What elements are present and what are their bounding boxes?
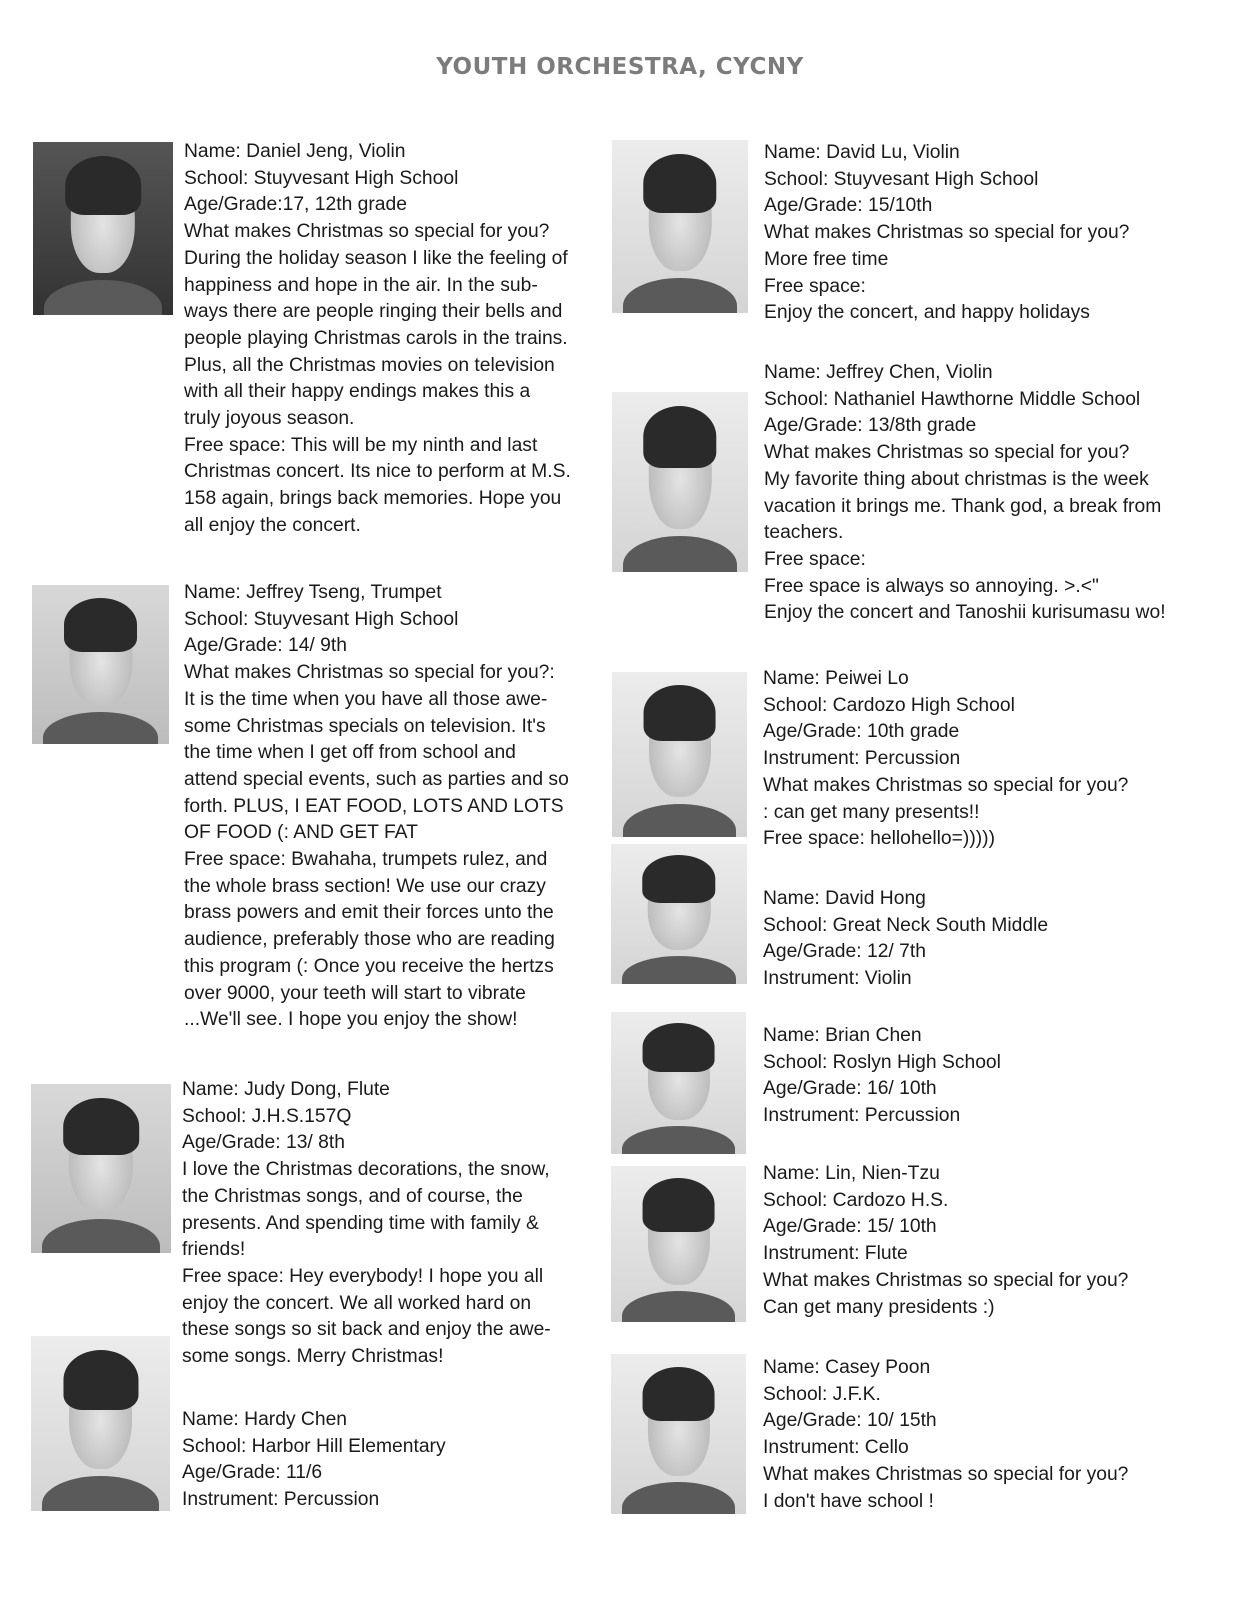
entry-line: What makes Christmas so special for you? [763,774,1129,796]
entry-line: presents. And spending time with family & [182,1212,539,1234]
entry-line: Instrument: Percussion [763,1105,961,1127]
photo-brian-chen [611,1012,746,1154]
entry-line: Free space: This will be my ninth and last [184,434,538,456]
entry-casey-poon [763,1355,1128,1515]
entry-line: My favorite thing about christmas is the week [764,468,1149,490]
entry-line: friends! [182,1239,246,1261]
entry-line: Plus, all the Christmas movies on television [184,354,555,376]
entry-line: Age/Grade: 13/8th grade [764,415,977,437]
entry-line: Free space: hellohello=))))) [763,828,996,850]
entry-line: Age/Grade: 16/ 10th [763,1078,937,1100]
entry-line: enjoy the concert. We all worked hard on [182,1292,532,1314]
entry-line: School: J.H.S.157Q [182,1105,352,1127]
entry-line: What makes Christmas so special for you? [763,1463,1129,1485]
entry-line: Name: David Lu, Violin [764,142,960,163]
entry-line: I don't have school ! [763,1490,934,1512]
entry-line: Age/Grade: 15/ 10th [763,1216,937,1238]
entry-line: School: Cardozo H.S. [763,1189,949,1211]
photo-lin-nien-tzu [611,1166,746,1322]
entry-line: Age/Grade: 14/ 9th [184,635,347,657]
entry-line: Name: Casey Poon [763,1357,931,1378]
page-title: YOUTH ORCHESTRA, CYCNY [436,54,804,80]
entry-line: Name: Brian Chen [763,1025,922,1046]
photo-daniel-jeng [33,142,173,315]
entry-line: School: Cardozo High School [763,694,1015,716]
entry-line: truly joyous season. [184,408,355,430]
photo-hardy-chen [31,1336,170,1511]
entry-line: School: Great Neck South Middle [763,914,1049,936]
entry-brian-chen [763,1023,1001,1130]
photo-jeffrey-tseng [32,585,169,744]
entry-line: Enjoy the concert, and happy holidays [764,302,1090,324]
entry-line: 158 again, brings back memories. Hope you [184,488,562,510]
entry-peiwei-lo [763,666,1128,853]
entry-line: Free space: Hey everybody! I hope you all [182,1265,544,1287]
entry-line: Free space: [764,275,866,297]
entry-line: Instrument: Cello [763,1437,909,1459]
entry-line: Can get many presidents :) [763,1296,995,1318]
entry-line: It is the time when you have all those awe- [184,688,548,710]
entry-line: Instrument: Flute [763,1243,908,1265]
entry-line: Christmas concert. Its nice to perform at M.S. [184,461,571,483]
entry-judy-dong [182,1077,551,1371]
photo-judy-dong [31,1084,171,1253]
entry-line: Age/Grade:17, 12th grade [184,194,407,216]
entry-line: Age/Grade: 11/6 [182,1462,323,1484]
entry-line: audience, preferably those who are reading [184,929,555,951]
photo-david-hong [611,844,747,984]
entry-line: Age/Grade: 10th grade [763,721,960,743]
entry-line: ...We'll see. I hope you enjoy the show! [184,1009,518,1031]
entry-line: During the holiday season I like the feeling of [184,247,568,269]
entry-line: these songs so sit back and enjoy the awe- [182,1319,551,1341]
entry-line: Age/Grade: 15/10th [764,195,933,217]
entry-line: vacation it brings me. Thank god, a break from [764,495,1162,517]
entry-line: brass powers and emit their forces unto the [184,902,554,924]
entry-line: Name: Hardy Chen [182,1409,348,1430]
entry-line: School: Stuyvesant High School [184,167,459,189]
entry-line: attend special events, such as parties and so [184,768,569,790]
entry-line: with all their happy endings makes this a [184,381,531,403]
entry-line: all enjoy the concert. [184,514,361,536]
entry-line: this program (: Once you receive the hertzs [184,955,554,977]
entry-daniel-jeng [184,139,571,540]
entry-line: School: Harbor Hill Elementary [182,1435,446,1457]
entry-line: More free time [764,248,889,270]
photo-peiwei-lo [612,672,747,837]
photo-casey-poon [611,1354,746,1514]
entry-line: School: Nathaniel Hawthorne Middle School [764,388,1141,410]
entry-line: School: Stuyvesant High School [764,168,1039,190]
entry-line: Instrument: Violin [763,968,912,990]
entry-line: OF FOOD (: AND GET FAT [184,822,418,844]
entry-line: What makes Christmas so special for you? [764,442,1130,464]
entry-david-lu [764,140,1129,327]
entry-line: Name: Daniel Jeng, Violin [184,141,406,162]
entry-lin-nien-tzu [763,1161,1128,1321]
entry-line: : can get many presents!! [763,801,980,823]
entry-line: Name: Jeffrey Chen, Violin [764,362,993,383]
entry-line: What makes Christmas so special for you? [763,1269,1129,1291]
entry-line: What makes Christmas so special for you?: [184,662,555,684]
entry-line: Age/Grade: 10/ 15th [763,1410,937,1432]
entry-line: the whole brass section! We use our crazy [184,875,546,897]
entry-line: teachers. [764,522,844,544]
entry-jeffrey-tseng [184,580,569,1034]
entry-line: Free space is always so annoying. >.<" [764,575,1099,597]
entry-line: people playing Christmas carols in the trains. [184,327,568,349]
entry-line: I love the Christmas decorations, the snow, [182,1159,550,1181]
entry-line: Age/Grade: 12/ 7th [763,941,926,963]
entry-line: School: Stuyvesant High School [184,608,459,630]
entry-line: Name: Lin, Nien-Tzu [763,1163,940,1184]
entry-jeffrey-chen [764,360,1166,627]
entry-line: Age/Grade: 13/ 8th [182,1132,345,1154]
entry-line: What makes Christmas so special for you? [764,222,1130,244]
entry-line: Free space: [764,548,866,570]
entry-line: What makes Christmas so special for you? [184,221,550,243]
entry-line: Name: Peiwei Lo [763,668,909,689]
entry-line: School: Roslyn High School [763,1051,1001,1073]
entry-line: Free space: Bwahaha, trumpets rulez, and [184,849,548,871]
entry-line: some Christmas specials on television. It's [184,715,546,737]
entry-line: Name: Judy Dong, Flute [182,1079,390,1100]
entry-line: the Christmas songs, and of course, the [182,1185,523,1207]
photo-david-lu [612,140,748,313]
entry-line: over 9000, your teeth will start to vibrate [184,982,526,1004]
entry-david-hong [763,886,1048,993]
entry-line: Enjoy the concert and Tanoshii kurisumasu wo! [764,602,1166,624]
entry-line: Name: David Hong [763,888,926,909]
entry-line: happiness and hope in the air. In the sub- [184,274,538,296]
entry-line: School: J.F.K. [763,1383,881,1405]
entry-line: Instrument: Percussion [763,748,961,770]
entry-line: the time when I get off from school and [184,742,516,764]
photo-jeffrey-chen [612,392,748,572]
entry-line: Instrument: Percussion [182,1489,380,1511]
entry-line: forth. PLUS, I EAT FOOD, LOTS AND LOTS [184,795,564,817]
entry-line: ways there are people ringing their bells and [184,301,563,323]
entry-hardy-chen [182,1407,446,1514]
entry-line: some songs. Merry Christmas! [182,1346,444,1368]
entry-line: Name: Jeffrey Tseng, Trumpet [184,582,442,603]
